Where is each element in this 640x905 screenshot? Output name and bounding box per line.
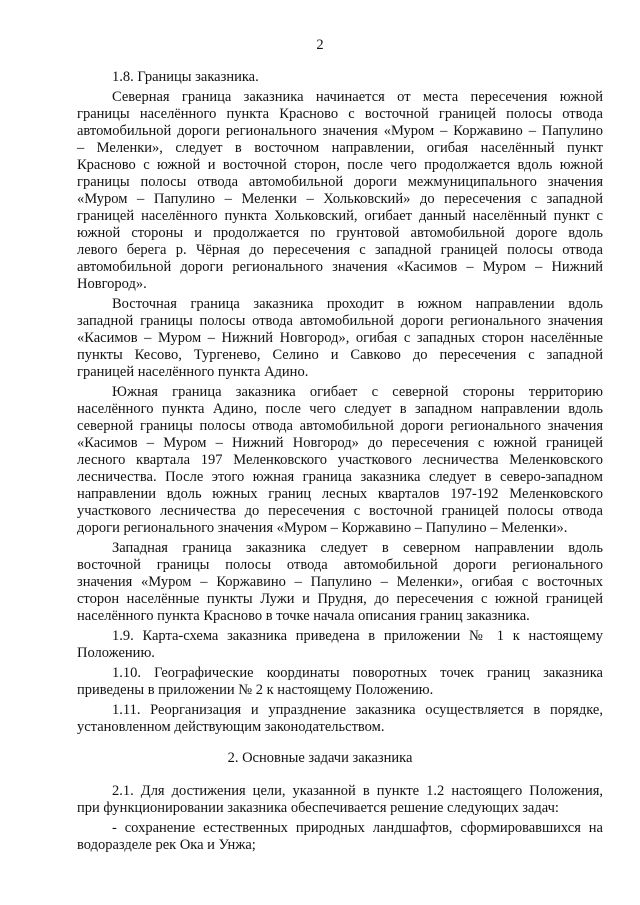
text-line: установленном действующим законодательством. xyxy=(77,719,385,735)
text-line: 2.1. Для достижения цели, указанной в пункте 1.2 настоящего Положения, xyxy=(112,783,603,799)
text-line: приведены в приложении № 2 к настоящему Положению. xyxy=(77,682,434,698)
text-line: автомобильной дороги регионального значения «Муром – Коржавино – Папулино xyxy=(77,123,603,139)
text-line: – Меленки», следует в восточном направлении, огибая населённый пункт xyxy=(77,140,603,156)
text-line: - сохранение естественных природных ландшафтов, сформировавшихся на xyxy=(112,820,603,836)
text-line: населённого пункта Адино, после чего следует в западном направлении вдоль xyxy=(77,401,603,417)
text-line: восточной границы полосы отвода автомобильной дороги регионального xyxy=(77,557,603,573)
text-line: водоразделе рек Ока и Унжа; xyxy=(77,837,256,853)
text-line: южной стороны и продолжается по грунтовой автомобильной дороге вдоль xyxy=(77,225,603,241)
text-line: 1.9. Карта-схема заказника приведена в приложении № 1 к настоящему xyxy=(112,628,603,644)
text-line: при функционировании заказника обеспечивается решение следующих задач: xyxy=(77,800,559,816)
text-line: «Касимов – Муром – Нижний Новгород», огибая с западных сторон населённые xyxy=(77,330,603,346)
text-line: дороги регионального значения «Муром – Коржавино – Папулино – Меленки». xyxy=(77,520,568,536)
text-line: западной границы полосы отвода автомобильной дороги регионального значения xyxy=(77,313,603,329)
text-line: Южная граница заказника огибает с северной стороны территорию xyxy=(112,384,603,400)
text-line: лесного квартала 197 Меленковского участкового лесничества Меленковского xyxy=(77,452,603,468)
text-line: пункты Кесово, Тургенево, Селино и Савково до пересечения с западной xyxy=(77,347,603,363)
page-number: 2 xyxy=(316,37,324,53)
text-line: Западная граница заказника следует в северном направлении вдоль xyxy=(112,540,603,556)
text-line: Красново с южной и восточной сторон, после чего продолжается вдоль южной xyxy=(77,157,603,173)
text-line: автомобильной дороги регионального значения «Касимов – Муром – Нижний xyxy=(77,259,603,275)
text-line: северной границы полосы отвода автомобильной дороги регионального значения xyxy=(77,418,603,434)
section-heading: 1.8. Границы заказника. xyxy=(112,69,259,85)
section-heading: 2. Основные задачи заказника xyxy=(227,750,413,766)
text-line: Северная граница заказника начинается от места пересечения южной xyxy=(112,89,603,105)
text-line: Новгород». xyxy=(77,276,147,292)
text-line: Восточная граница заказника проходит в южном направлении вдоль xyxy=(112,296,603,312)
text-line: «Муром – Папулино – Меленки – Хольковский» до пересечения с западной xyxy=(77,191,603,207)
text-line: значения «Муром – Коржавино – Папулино – Меленки», огибая с восточных xyxy=(77,574,603,590)
text-line: сторон населённые пункты Лужи и Прудня, до пересечения с южной границей xyxy=(77,591,603,607)
text-line: границей населённого пункта Хольковский, огибает данный населённый пункт с xyxy=(77,208,603,224)
text-line: направлении вдоль южных границ лесных кварталов 197-192 Меленковского xyxy=(77,486,603,502)
text-line: 1.11. Реорганизация и упразднение заказника осуществляется в порядке, xyxy=(112,702,603,718)
text-line: «Касимов – Муром – Нижний Новгород» до пересечения с южной границей xyxy=(77,435,603,451)
text-line: Положению. xyxy=(77,645,155,661)
text-line: левого берега р. Чёрная до пересечения с западной границей полосы отвода xyxy=(77,242,603,258)
text-line: границей населённого пункта Адино. xyxy=(77,364,309,380)
text-line: участкового лесничества до пересечения с восточной границей полосы отвода xyxy=(77,503,603,519)
text-line: лесничества. После этого южная граница заказника следует в северо-западном xyxy=(77,469,603,485)
text-line: границы полосы отвода автомобильной дороги межмуниципального значения xyxy=(77,174,603,190)
text-line: населённого пункта Красново в точке начала описания границ заказника. xyxy=(77,608,530,624)
text-line: границы населённого пункта Красново с восточной границей полосы отвода xyxy=(77,106,603,122)
text-line: 1.10. Географические координаты поворотных точек границ заказника xyxy=(112,665,603,681)
